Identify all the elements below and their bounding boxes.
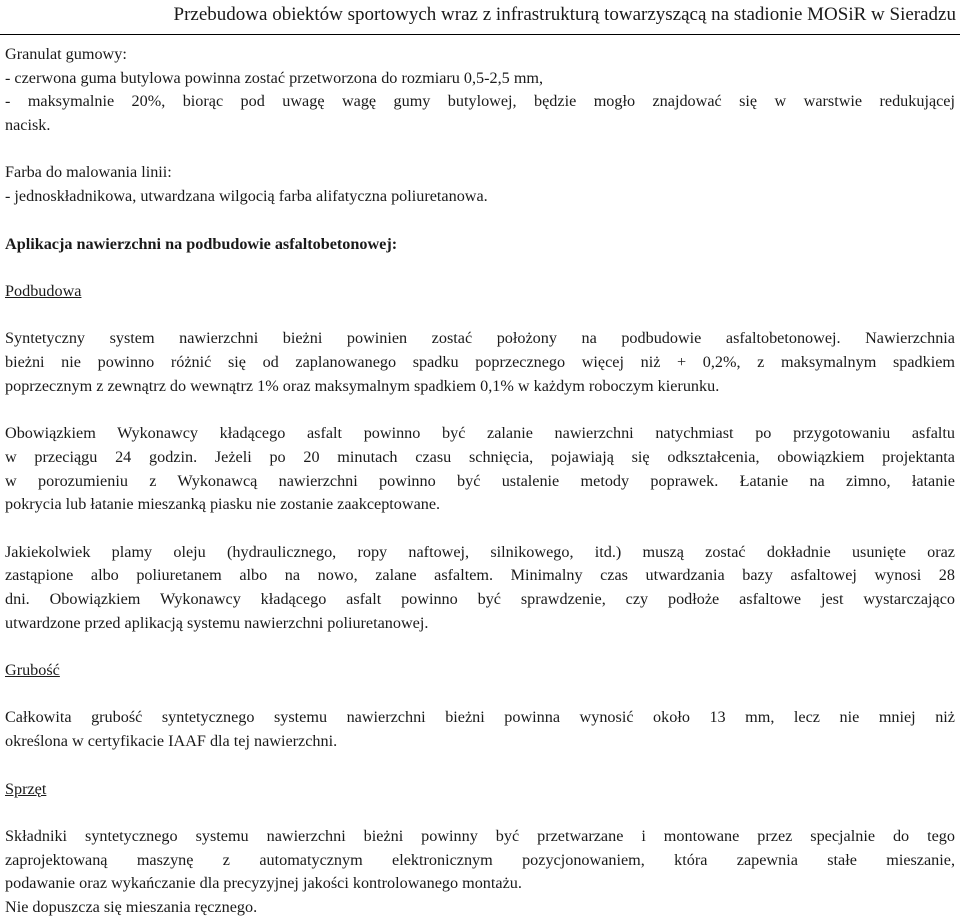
text-line: podawanie oraz wykańczanie dla precyzyjnej jakości kontrolowanego montażu. [5, 874, 522, 893]
text-line: zaprojektowaną maszynę z automatycznym elektronicznym pozycjonowaniem, która zapewnia stałe mieszanie, [5, 850, 955, 869]
podbudowa-heading: Podbudowa [5, 281, 82, 300]
farba-item-1: - jednoskładnikowa, utwardzana wilgocią farba alifatyczna poliuretanowa. [5, 187, 488, 206]
podbudowa-paragraph-3 [5, 541, 955, 636]
granulat-item-1: - czerwona guma butylowa powinna zostać przetworzona do rozmiaru 0,5-2,5 mm, [5, 68, 544, 87]
granulat-title: Granulat gumowy: [5, 45, 127, 63]
text-line: utwardzone przed aplikacją systemu nawierzchni poliuretanowej. [5, 613, 429, 632]
sprzet-heading: Sprzęt [5, 779, 47, 798]
text-line: poprzecznym z zewnątrz do wewnątrz 1% oraz maksymalnym spadkiem 0,1% w każdym roboczym kierunku. [5, 376, 720, 395]
granulat-section [5, 43, 955, 138]
text-line: w przeciągu 24 godzin. Jeżeli po 20 minutach czasu schnięcia, pojawiają się odkształcenia, obowiązkiem projektanta [5, 447, 955, 466]
granulat-item-2-cont: nacisk. [5, 116, 51, 135]
text-line: określona w certyfikacie IAAF dla tej nawierzchni. [5, 732, 338, 751]
page-header [0, 0, 960, 35]
text-line: Syntetyczny system nawierzchni bieżni powinien zostać położony na podbudowie asfaltobetonowej. Nawierzchnia [5, 329, 955, 348]
text-line: Składniki syntetycznego systemu nawierzchni bieżni powinny być przetwarzane i montowane przez specjalnie do tego [5, 826, 955, 845]
aplikacja-heading: Aplikacja nawierzchni na podbudowie asfaltobetonowej: [5, 234, 398, 253]
text-line: zastąpione albo poliuretanem albo na nowo, zalane asfaltem. Minimalny czas utwardzania bazy asfaltowej wynosi 28 [5, 566, 955, 585]
farba-title: Farba do malowania linii: [5, 163, 172, 182]
granulat-item-2: - maksymalnie 20%, biorąc pod uwagę wagę gumy butylowej, będzie mogło znajdować się w warstwie redukującej [5, 92, 955, 111]
text-line: Nie dopuszcza się mieszania ręcznego. [5, 897, 258, 916]
text-line: pokrycia lub łatanie mieszanką piasku nie zostanie zaakceptowane. [5, 495, 441, 514]
podbudowa-paragraph-2 [5, 422, 955, 517]
text-line: dni. Obowiązkiem Wykonawcy kładącego asfalt powinno być sprawdzenie, czy podłoże asfaltowe jest wystarczająco [5, 589, 955, 608]
text-line: w porozumieniu z Wykonawcą nawierzchni powinno być ustalenie metody poprawek. Łatanie na zimno, łatanie [5, 471, 955, 490]
grubosc-heading: Grubość [5, 661, 60, 680]
text-line: Całkowita grubość syntetycznego systemu nawierzchni bieżni powinna wynosić około 13 mm, lecz nie mniej niż [5, 708, 955, 727]
grubosc-paragraph-1 [5, 706, 955, 753]
document-body [5, 43, 955, 920]
text-line: Obowiązkiem Wykonawcy kładącego asfalt powinno być zalanie nawierzchni natychmiast po przygotowaniu asfaltu [5, 424, 955, 443]
farba-section [5, 161, 955, 208]
sprzet-paragraph-1 [5, 825, 955, 920]
header-title: Przebudowa obiektów sportowych wraz z infrastrukturą towarzyszącą na stadionie MOSiR w Sieradzu [173, 4, 956, 25]
text-line: Jakiekolwiek plamy oleju (hydraulicznego, ropy naftowej, silnikowego, itd.) muszą zostać dokładnie usunięte oraz [5, 542, 955, 561]
text-line: bieżni nie powinno różnić się od zaplanowanego spadku poprzecznego więcej niż + 0,2%, z maksymalnym spadkiem [5, 353, 955, 372]
podbudowa-paragraph-1 [5, 327, 955, 398]
